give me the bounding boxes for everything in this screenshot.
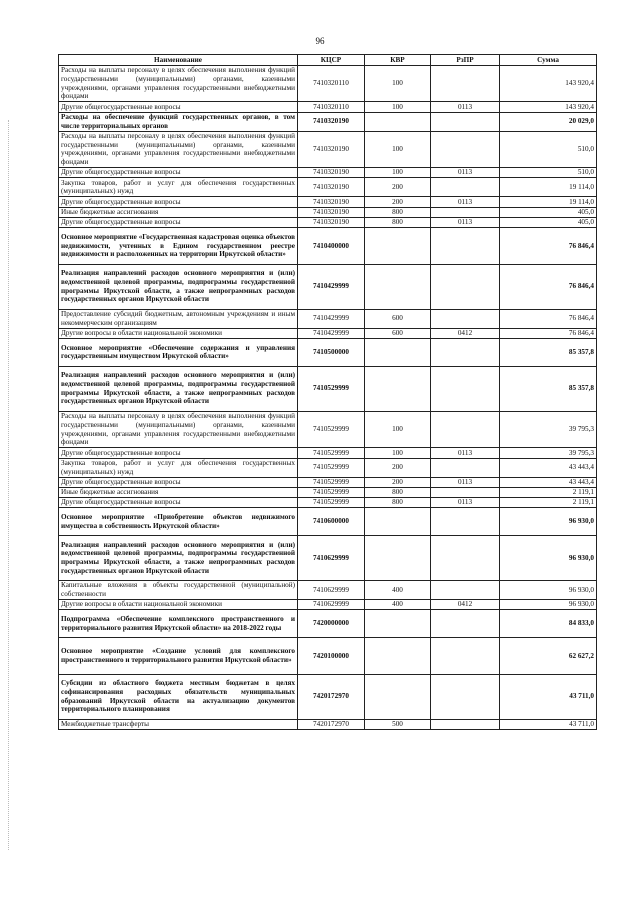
table-row [59,638,597,674]
cell-kvr: 500 [365,719,431,729]
cell-sum: 43 711,0 [500,719,597,729]
cell-rzpr [431,674,500,719]
cell-name: Основное мероприятие «Государственная кадастровая оценка объектов недвижимости, учтенных в Едином государственном реестре недвижимости и расположенных на территории Иркутской области» [59,228,298,264]
cell-kvr: 100 [365,131,431,167]
cell-sum: 76 846,4 [500,228,597,264]
table-row [59,487,597,497]
cell-kvr: 600 [365,309,431,328]
cell-kvr: 400 [365,600,431,610]
cell-sum: 76 846,4 [500,328,597,338]
cell-sum: 96 930,0 [500,581,597,600]
cell-rzpr [431,536,500,581]
cell-kvr [365,638,431,674]
cell-rzpr [431,458,500,477]
cell-rzpr: 0113 [431,102,500,112]
cell-sum: 85 357,8 [500,366,597,411]
cell-code: 7410529999 [298,477,365,487]
table-row [59,536,597,581]
cell-name: Подпрограмма «Обеспечение комплексного пространственного и территориального развития Иркутской области» на 2018-2022 годы [59,610,298,638]
cell-kvr: 400 [365,581,431,600]
cell-name: Расходы на выплаты персоналу в целях обеспечения выполнения функций государственными (муниципальными) органами, казенными учреждениями, органами управления государственными внебюджетными фондами [59,131,298,167]
table-row [59,448,597,458]
cell-name: Субсидии из областного бюджета местным бюджетам в целях софинансирования расходных обязательств муниципальных образований Иркутской области на актуализацию документов территориального планирования [59,674,298,719]
cell-sum: 510,0 [500,168,597,178]
cell-name: Другие общегосударственные вопросы [59,217,298,227]
cell-kvr [365,674,431,719]
cell-kvr [365,112,431,131]
cell-kvr: 100 [365,411,431,447]
cell-name: Реализация направлений расходов основного мероприятия и (или) ведомственной целевой программы, подпрограммы государственной программы Иркутской области, а также непрограммных расходов государственных органов Иркутской области [59,264,298,309]
cell-sum: 405,0 [500,217,597,227]
cell-name: Предоставление субсидий бюджетным, автономным учреждениям и иным некоммерческим организациям [59,309,298,328]
cell-name: Иные бюджетные ассигнования [59,487,298,497]
cell-kvr: 800 [365,487,431,497]
cell-sum: 143 920,4 [500,102,597,112]
cell-code: 7420172970 [298,719,365,729]
cell-name: Другие общегосударственные вопросы [59,197,298,207]
table-row [59,328,597,338]
cell-rzpr: 0412 [431,600,500,610]
cell-rzpr [431,638,500,674]
cell-sum: 85 357,8 [500,339,597,367]
cell-name: Другие общегосударственные вопросы [59,102,298,112]
cell-kvr: 800 [365,217,431,227]
cell-rzpr: 0412 [431,328,500,338]
cell-code: 7420172970 [298,674,365,719]
column-header-kvr: КВР [365,55,431,66]
table-row [59,217,597,227]
cell-code: 7410529999 [298,366,365,411]
cell-kvr [365,610,431,638]
cell-name: Другие общегосударственные вопросы [59,448,298,458]
cell-kvr [365,228,431,264]
page-number: 96 [315,36,325,46]
cell-rzpr [431,309,500,328]
cell-code: 7410600000 [298,508,365,536]
cell-kvr: 100 [365,66,431,102]
cell-kvr: 200 [365,477,431,487]
column-header-name: Наименование [59,55,298,66]
cell-kvr [365,536,431,581]
table-row [59,477,597,487]
cell-rzpr [431,131,500,167]
cell-rzpr: 0113 [431,498,500,508]
cell-code: 7410529999 [298,411,365,447]
cell-code: 7410629999 [298,536,365,581]
cell-sum: 2 119,1 [500,498,597,508]
cell-sum: 76 846,4 [500,264,597,309]
cell-code: 7410320190 [298,131,365,167]
cell-sum: 43 443,4 [500,458,597,477]
cell-name: Закупка товаров, работ и услуг для обеспечения государственных (муниципальных) нужд [59,178,298,197]
cell-rzpr [431,178,500,197]
cell-code: 7410529999 [298,448,365,458]
table-row [59,458,597,477]
table-row [59,581,597,600]
cell-rzpr: 0113 [431,477,500,487]
table-row [59,498,597,508]
cell-name: Иные бюджетные ассигнования [59,207,298,217]
cell-rzpr [431,610,500,638]
cell-name: Реализация направлений расходов основного мероприятия и (или) ведомственной целевой программы, подпрограммы государственной программы Иркутской области, а также непрограммных расходов государственных органов Иркутской области [59,536,298,581]
cell-code: 7410320190 [298,207,365,217]
cell-kvr [365,508,431,536]
cell-kvr: 200 [365,178,431,197]
cell-code: 7410400000 [298,228,365,264]
cell-sum: 96 930,0 [500,536,597,581]
cell-name: Основное мероприятие «Приобретение объектов недвижимого имущества в собственность Иркутской области» [59,508,298,536]
cell-rzpr [431,228,500,264]
cell-sum: 19 114,0 [500,178,597,197]
cell-name: Межбюджетные трансферты [59,719,298,729]
cell-code: 7410629999 [298,581,365,600]
cell-rzpr: 0113 [431,217,500,227]
cell-code: 7410320190 [298,178,365,197]
cell-sum: 96 930,0 [500,600,597,610]
cell-rzpr [431,508,500,536]
cell-name: Расходы на выплаты персоналу в целях обеспечения выполнения функций государственными (муниципальными) органами, казенными учреждениями, органами управления государственными внебюджетными фондами [59,66,298,102]
cell-rzpr [431,366,500,411]
table-row [59,178,597,197]
cell-name: Расходы на обеспечение функций государственных органов, в том числе территориальных органов [59,112,298,131]
table-row [59,102,597,112]
cell-code: 7410529999 [298,498,365,508]
cell-name: Другие общегосударственные вопросы [59,477,298,487]
cell-sum: 43 443,4 [500,477,597,487]
table-row [59,228,597,264]
cell-rzpr [431,487,500,497]
cell-sum: 143 920,4 [500,66,597,102]
cell-rzpr [431,581,500,600]
cell-name: Другие вопросы в области национальной экономики [59,328,298,338]
table-row [59,339,597,367]
cell-code: 7410429999 [298,309,365,328]
cell-sum: 84 833,0 [500,610,597,638]
cell-code: 7410629999 [298,600,365,610]
cell-code: 7410320110 [298,66,365,102]
cell-rzpr: 0113 [431,168,500,178]
binding-margin-line [8,120,9,850]
cell-sum: 19 114,0 [500,197,597,207]
cell-name: Закупка товаров, работ и услуг для обеспечения государственных (муниципальных) нужд [59,458,298,477]
cell-rzpr [431,719,500,729]
table-row [59,366,597,411]
cell-rzpr: 0113 [431,448,500,458]
cell-kvr [365,366,431,411]
cell-rzpr [431,207,500,217]
cell-sum: 43 711,0 [500,674,597,719]
cell-rzpr [431,112,500,131]
cell-sum: 405,0 [500,207,597,217]
table-row [59,719,597,729]
cell-kvr: 100 [365,102,431,112]
cell-code: 7410320190 [298,112,365,131]
cell-sum: 39 795,3 [500,411,597,447]
cell-code: 7410320110 [298,102,365,112]
cell-kvr: 800 [365,207,431,217]
table-row [59,131,597,167]
cell-kvr [365,339,431,367]
table-row [59,264,597,309]
cell-kvr: 800 [365,498,431,508]
table-header-row [59,55,597,66]
table-row [59,66,597,102]
column-header-rzpr: РзПР [431,55,500,66]
cell-kvr: 200 [365,458,431,477]
table-row [59,309,597,328]
cell-name: Основное мероприятие «Обеспечение содержания и управления государственным имуществом Иркутской области» [59,339,298,367]
cell-code: 7420000000 [298,610,365,638]
budget-table [58,54,597,730]
cell-code: 7420100000 [298,638,365,674]
cell-kvr [365,264,431,309]
cell-name: Капитальные вложения в объекты государственной (муниципальной) собственности [59,581,298,600]
cell-code: 7410429999 [298,328,365,338]
cell-code: 7410320190 [298,217,365,227]
table-row [59,610,597,638]
cell-rzpr [431,66,500,102]
cell-code: 7410529999 [298,487,365,497]
cell-kvr: 200 [365,197,431,207]
table-row [59,508,597,536]
cell-rzpr: 0113 [431,197,500,207]
table-row [59,674,597,719]
cell-sum: 20 029,0 [500,112,597,131]
cell-kvr: 600 [365,328,431,338]
table-row [59,112,597,131]
cell-name: Расходы на выплаты персоналу в целях обеспечения выполнения функций государственными (муниципальными) органами, казенными учреждениями, органами управления государственными внебюджетными фондами [59,411,298,447]
table-row [59,600,597,610]
cell-code: 7410320190 [298,168,365,178]
cell-sum: 510,0 [500,131,597,167]
cell-code: 7410529999 [298,458,365,477]
cell-code: 7410429999 [298,264,365,309]
cell-name: Основное мероприятие «Создание условий для комплексного пространственного и территориального развития Иркутской области» [59,638,298,674]
cell-sum: 76 846,4 [500,309,597,328]
cell-rzpr [431,411,500,447]
table-row [59,197,597,207]
cell-sum: 39 795,3 [500,448,597,458]
cell-name: Реализация направлений расходов основного мероприятия и (или) ведомственной целевой программы, подпрограммы государственной программы Иркутской области, а также непрограммных расходов государственных органов Иркутской области [59,366,298,411]
table-row [59,168,597,178]
column-header-code: КЦСР [298,55,365,66]
cell-kvr: 100 [365,448,431,458]
cell-kvr: 100 [365,168,431,178]
cell-rzpr [431,339,500,367]
table-row [59,207,597,217]
column-header-sum: Сумма [500,55,597,66]
cell-name: Другие общегосударственные вопросы [59,498,298,508]
cell-rzpr [431,264,500,309]
cell-name: Другие вопросы в области национальной экономики [59,600,298,610]
cell-sum: 96 930,0 [500,508,597,536]
cell-code: 7410320190 [298,197,365,207]
cell-name: Другие общегосударственные вопросы [59,168,298,178]
cell-sum: 62 627,2 [500,638,597,674]
cell-sum: 2 119,1 [500,487,597,497]
table-row [59,411,597,447]
table-body [59,66,597,730]
cell-code: 7410500000 [298,339,365,367]
